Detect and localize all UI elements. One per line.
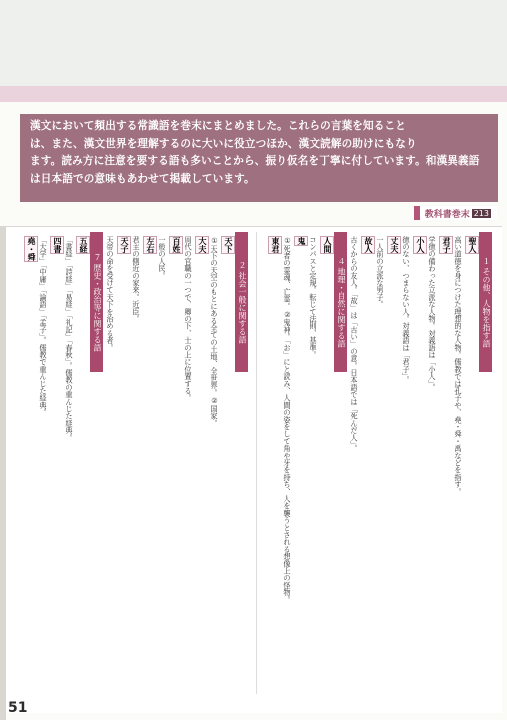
banner-page-badge: 213 bbox=[473, 208, 489, 218]
section-heading: ４ 地理・自然に関する語 bbox=[334, 232, 347, 372]
glossary-term: 聖人 bbox=[465, 236, 479, 254]
glossary-term: 小人 bbox=[413, 236, 427, 254]
intro-line-2: は、また、漢文世界を理解するのに大いに役立つほか、漢文読解の助けにもなり bbox=[30, 137, 417, 150]
glossary-definition: ①天下の天空のもとにある全ての土地、全世界。②国家。 bbox=[210, 236, 219, 427]
section-heading: ７ 歴史・政治等に関する語 bbox=[90, 232, 103, 372]
textbook-appendix-banner bbox=[414, 206, 497, 220]
glossary-definition: 徳のない、つまらない人。対義語は「君子」。 bbox=[402, 236, 411, 384]
glossary-term: 天下 bbox=[221, 236, 235, 254]
glossary-definition: 高い道徳を身につけた理想的な人物。儒教では孔子や、堯・舜・禹などを指す。 bbox=[454, 236, 463, 496]
intro-line-3: ます。読み方に注意を要する語も多いことから、振り仮名を丁寧に付しています。和漢異義語は日本語での意味もあわせて掲載しています。 bbox=[30, 155, 480, 185]
glossary-term: 故人 bbox=[361, 236, 375, 254]
glossary-term: 五経 bbox=[76, 236, 90, 254]
pane-divider bbox=[256, 232, 257, 694]
glossary-definition: コンパスと定規。転じて法則、基準。 bbox=[309, 236, 318, 359]
page-top-strip bbox=[0, 0, 507, 86]
glossary-definition: 古くからの友人。「故」は「古い」の意。日本語では「死んだ人」。 bbox=[350, 236, 359, 452]
glossary-definition: 君主の側近の家来。近臣。 bbox=[132, 236, 141, 323]
section-heading: １ その他、人物を指す語 bbox=[479, 232, 492, 372]
intro-line-1: 漢文において頻出する常識語を巻末にまとめました。これらの言葉を知ること bbox=[30, 120, 407, 132]
intro-box bbox=[20, 114, 498, 202]
glossary-definition: 天帝の命を受けて天下を治める者。 bbox=[106, 236, 115, 352]
glossary-definition: 「大学」「中庸」「論語」「孟子」。儒教で重んじた経典。 bbox=[39, 236, 48, 416]
glossary-term: 百姓 bbox=[169, 236, 183, 254]
glossary-term: 左右 bbox=[143, 236, 157, 254]
section-heading: ２ 社会一般に関する語 bbox=[235, 232, 248, 372]
glossary-term: 大夫 bbox=[195, 236, 209, 254]
glossary-term: 人間 bbox=[320, 236, 334, 254]
glossary-definition: 学徳の備わった立派な人物。対義語は「小人」。 bbox=[428, 236, 437, 391]
glossary-definition: ①死者の霊魂、亡霊。②鬼神。「お」にと読み、人間の姿をして角や牙を持ち、人を襲うとされる想像上の怪物。 bbox=[283, 236, 292, 604]
glossary-definition: 一般の人民。 bbox=[158, 236, 167, 280]
glossary-term: 堯・舜 bbox=[24, 236, 38, 262]
decorative-band bbox=[0, 86, 507, 102]
glossary-term: 天子 bbox=[117, 236, 131, 254]
banner-label: 教科書巻末 bbox=[424, 209, 470, 220]
glossary-term: 君子 bbox=[439, 236, 453, 254]
page-number: 51 bbox=[8, 700, 28, 716]
glossary-term: 四書 bbox=[50, 236, 64, 254]
glossary-term: 丈夫 bbox=[387, 236, 401, 254]
glossary-right-pane bbox=[262, 232, 494, 700]
glossary-definition: 一人前の立派な男子。 bbox=[376, 236, 385, 308]
glossary-term: 鬼 bbox=[294, 236, 308, 246]
glossary-definition: 「書経」「詩経」「易経」「礼記」「春秋」。儒教の重んじた経典。 bbox=[65, 236, 74, 442]
glossary-term: 東君 bbox=[268, 236, 282, 254]
glossary-left-pane bbox=[14, 232, 250, 700]
glossary-definition: 周代の官職の一つで、卿の下、士の上に位置する。 bbox=[184, 236, 193, 402]
